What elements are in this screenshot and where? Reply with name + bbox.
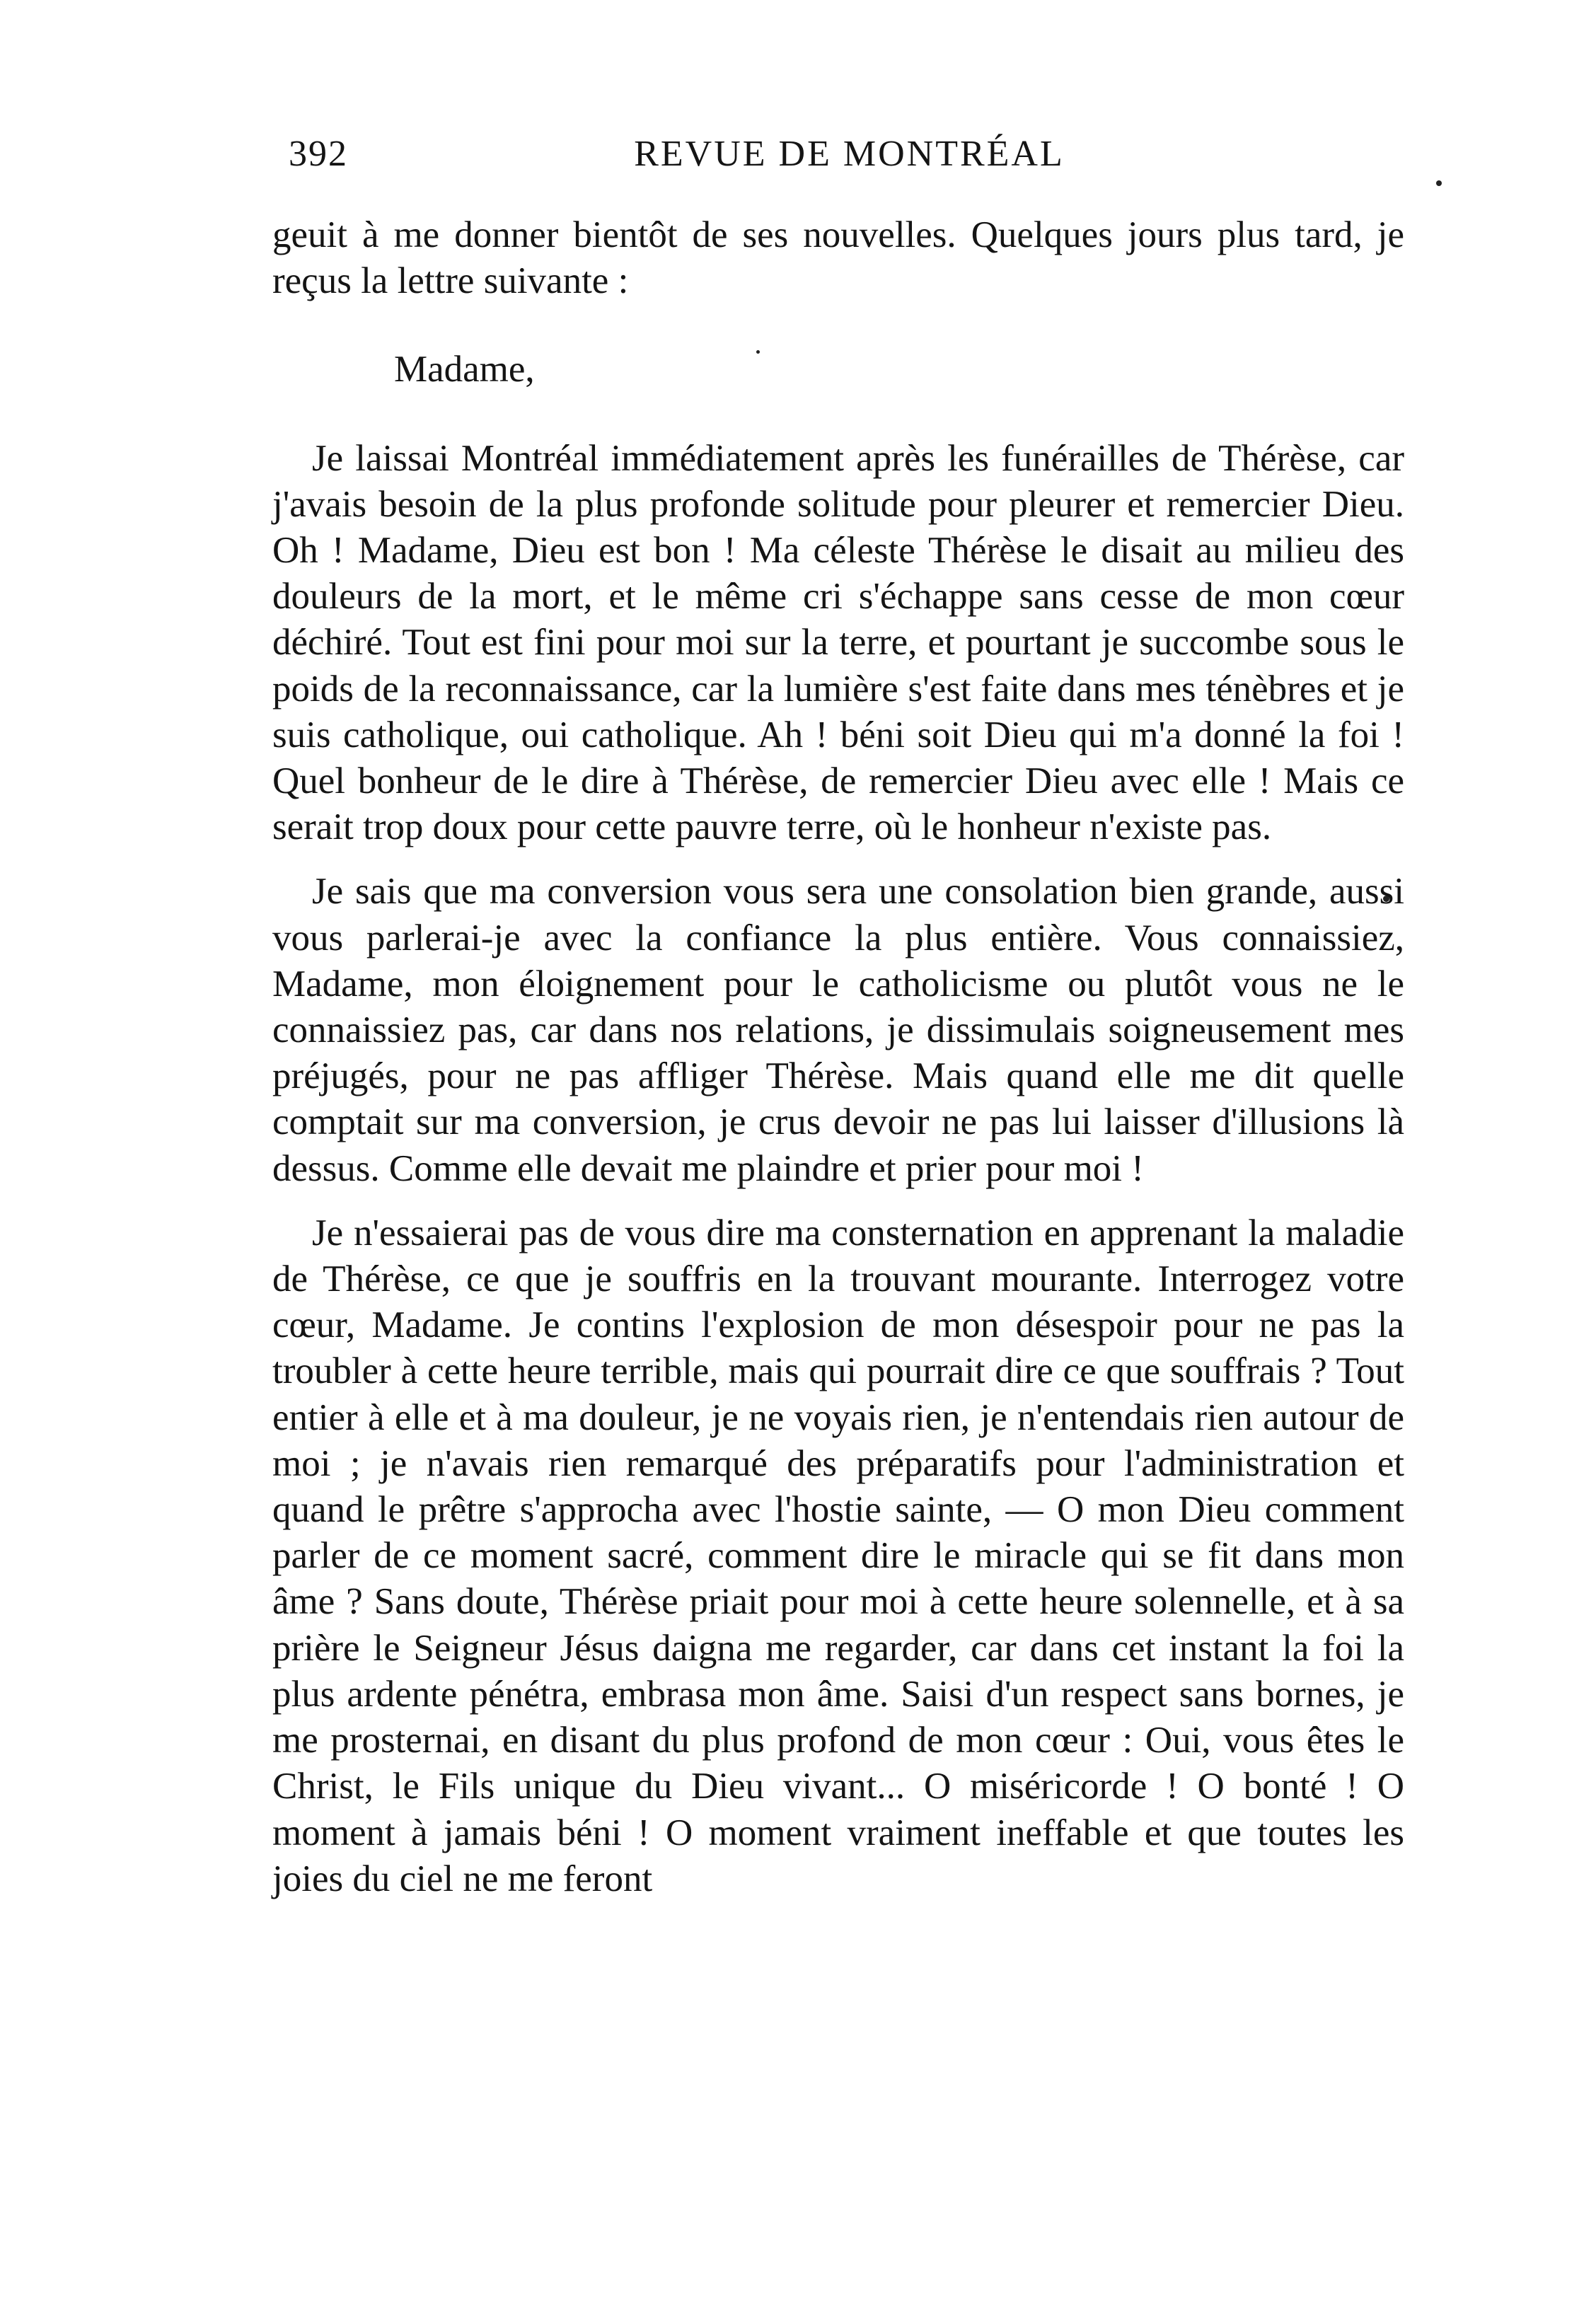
paragraph: Je sais que ma conversion vous sera une consolation bien grande, aussi vous parlerai-je avec la confiance la plus entière. Vous connaissiez, Madame, mon éloignement pour le catholicisme ou plutôt vous ne le connaissiez pas, car dans nos relations, je dissimulais soigneusement mes préjugés, pour ne pas affliger Thérèse. Mais quand elle me dit quelle comptait sur ma conversion, je crus devoir ne pas lui laisser d'illusions là dessus. Comme elle devait me plaindre et prier pour moi ! <box>272 871 1404 1189</box>
ink-speck <box>1436 180 1442 186</box>
running-title: REVUE DE MONTRÉAL <box>634 134 1065 174</box>
page-header <box>289 133 1410 190</box>
paragraph: Je n'essaierai pas de vous dire ma consternation en apprenant la maladie de Thérèse, ce que je souffris en la trouvant mourante. Interrogez votre cœur, Madame. Je contins l'explosion de mon désespoir pour ne pas la troubler à cette heure terrible, mais qui pourrait dire ce que souffrais ? Tout entier à elle et à ma douleur, je ne voyais rien, je n'entendais rien autour de moi ; je n'avais rien remarqué des préparatifs pour l'administration et quand le prêtre s'approcha avec l'hostie sainte, — O mon Dieu comment parler de ce moment sacré, comment dire le miracle qui se fit dans mon âme ? Sans doute, Thérèse priait pour moi à cette heure solennelle, et à sa prière le Seigneur Jésus daigna me regarder, car dans cet instant la foi la plus ardente pénétra, embrasa mon âme. Saisi d'un respect sans bornes, je me prosternai, en disant du plus profond de mon cœur : Oui, vous êtes le Christ, le Fils unique du Dieu vivant... O miséricorde ! O bonté ! O moment à jamais béni ! O moment vraiment ineffable et que toutes les joies du ciel ne me feront <box>272 1212 1404 1899</box>
salutation: Madame, <box>394 349 535 390</box>
paragraph: Je laissai Montréal immédiatement après les funérailles de Thérèse, car j'avais besoin de la plus profonde solitude pour pleurer et remercier Dieu. Oh ! Madame, Dieu est bon ! Ma céleste Thérèse le disait au milieu des douleurs de la mort, et le même cri s'échappe sans cesse de mon cœur déchiré. Tout est fini pour moi sur la terre, et pourtant je succombe sous le poids de la reconnaissance, car la lumière s'est faite dans mes ténèbres et je suis catholique, oui catholique. Ah ! béni soit Dieu qui m'a donné la foi ! Quel bonheur de le dire à Thérèse, de remercier Dieu avec elle ! Mais ce serait trop doux pour cette pauvre terre, où le honheur n'existe pas. <box>272 437 1404 848</box>
page-number: 392 <box>289 134 348 174</box>
opening-paragraph: geuit à me donner bientôt de ses nouvelles. Quelques jours plus tard, je reçus la lettre suivante : <box>272 214 1404 302</box>
letter-body <box>272 212 1404 1902</box>
